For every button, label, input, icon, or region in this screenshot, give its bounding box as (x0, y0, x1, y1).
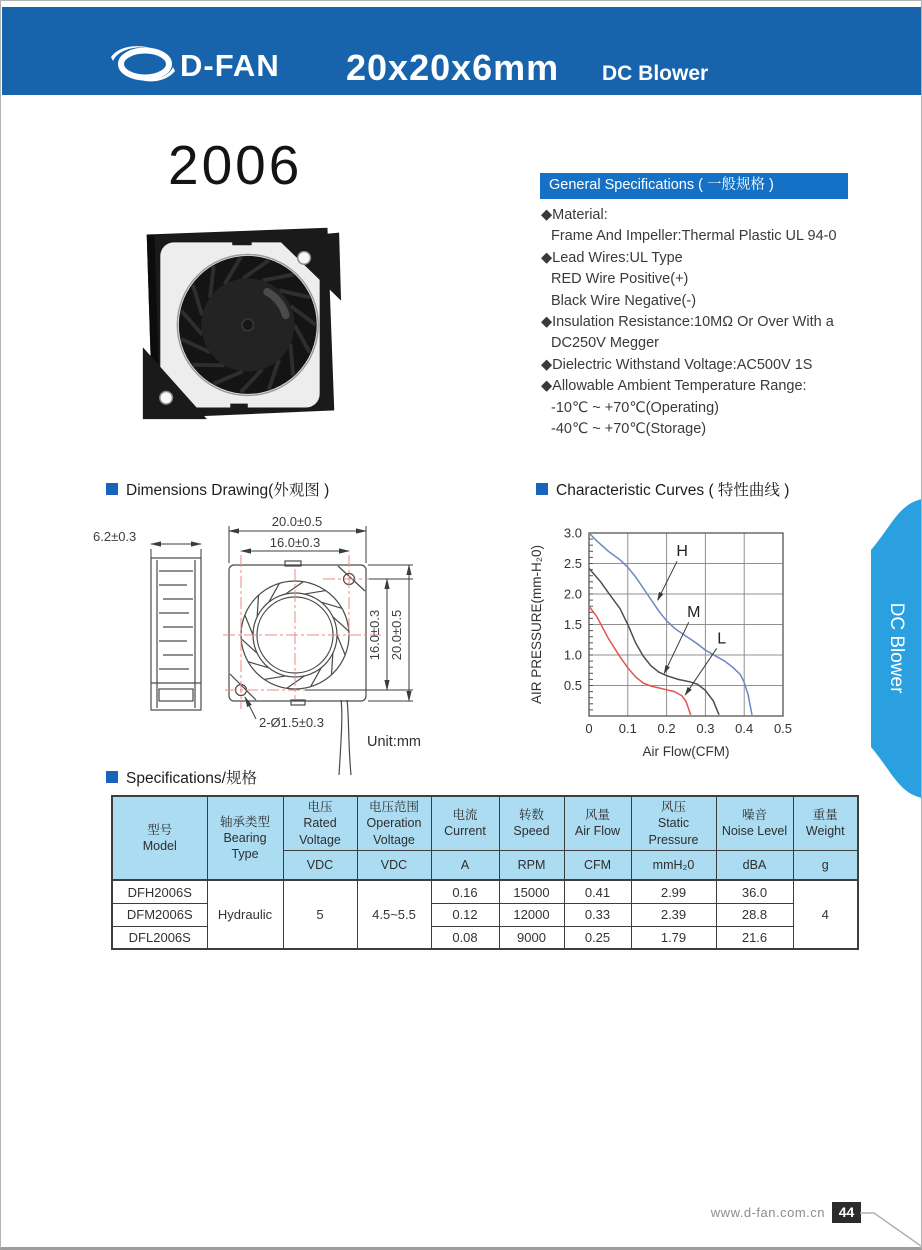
spec-line: -40℃ ~ +70℃(Storage) (551, 421, 707, 438)
unit-cfm: CFM (564, 850, 631, 880)
footer-website: www.d-fan.com.cn (710, 1205, 825, 1220)
dim-hole-width: 16.0±0.3 (269, 535, 321, 550)
spec-line: ◆Dielectric Withstand Voltage:AC500V 1S (541, 356, 813, 373)
unit-mmh2o: mmH₂0 (631, 850, 716, 880)
spec-line: RED Wire Positive(+) (551, 271, 689, 288)
svg-text:1.0: 1.0 (563, 647, 582, 663)
spec-line: -10℃ ~ +70℃(Operating) (551, 399, 719, 416)
header-en: Operation Voltage (366, 816, 422, 847)
section-title-dimensions (106, 478, 329, 500)
spec-line: DC250V Megger (551, 335, 659, 352)
dim-holes-callout: 2-Ø1.5±0.3 (259, 715, 324, 730)
cell-model: DFM2006S (112, 903, 207, 926)
cell-pressure: 1.79 (631, 926, 716, 949)
side-tab-label: DC Blower (886, 602, 907, 694)
cell-speed: 15000 (499, 880, 564, 903)
unit-rpm: RPM (499, 850, 564, 880)
svg-text:AIR PRESSURE(mm-H₂0): AIR PRESSURE(mm-H₂0) (529, 544, 544, 705)
section-title-label: Dimensions Drawing(外观图 ) (126, 482, 330, 499)
unit-a: A (431, 850, 499, 880)
header-cn: 重量 (812, 808, 838, 823)
spec-line: ◆Lead Wires:UL Type (541, 249, 683, 266)
col-header-noise (716, 796, 793, 850)
unit-dba: dBA (716, 850, 793, 880)
cell-bearing: Hydraulic (207, 880, 283, 949)
header-cn: 型号 (147, 822, 173, 837)
cell-weight: 4 (793, 880, 858, 949)
general-specs-header: General Specifications ( 一般规格 ) (540, 173, 848, 199)
svg-text:L: L (717, 630, 727, 648)
cell-current: 0.12 (431, 903, 499, 926)
col-header-bearing (207, 796, 283, 880)
cell-noise: 36.0 (716, 880, 793, 903)
unit-g: g (793, 850, 858, 880)
header-en: Rated Voltage (299, 816, 341, 847)
svg-text:0.2: 0.2 (657, 721, 676, 736)
spec-line: Frame And Impeller:Thermal Plastic UL 94-0 (551, 228, 837, 245)
cell-current: 0.16 (431, 880, 499, 903)
svg-text:M: M (687, 604, 701, 622)
fan-size-title: 20x20x6mm (346, 47, 560, 88)
svg-text:2.5: 2.5 (563, 556, 582, 571)
cell-airflow: 0.41 (564, 880, 631, 903)
cell-rated-voltage: 5 (283, 880, 357, 949)
header-cn: 风压 (660, 800, 686, 814)
col-header-speed (499, 796, 564, 850)
header-en: Weight (805, 824, 845, 839)
svg-text:0.5: 0.5 (773, 721, 793, 736)
section-title-curves (536, 478, 789, 500)
col-header-pressure (631, 796, 716, 850)
dim-side-width: 6.2±0.3 (93, 529, 137, 544)
cell-operation-voltage: 4.5~5.5 (357, 880, 431, 949)
specs-table-grid (111, 795, 859, 950)
dimensions-drawing (91, 513, 451, 793)
footer-corner-line (860, 1204, 922, 1249)
general-specs-list (541, 205, 871, 440)
svg-text:Air Flow(CFM): Air Flow(CFM) (642, 744, 730, 759)
header-en: Air Flow (574, 824, 621, 839)
table-row (112, 880, 858, 903)
svg-text:0: 0 (585, 721, 593, 736)
spec-line: ◆Allowable Ambient Temperature Range: (541, 378, 807, 395)
dim-outer-width: 20.0±0.5 (271, 514, 323, 529)
cell-noise: 28.8 (716, 903, 793, 926)
section-title-label: Specifications/规格 (126, 770, 257, 787)
unit-vdc: VDC (357, 850, 431, 880)
product-type-title: DC Blower (602, 62, 709, 85)
svg-text:0.4: 0.4 (735, 721, 754, 736)
header-cn: 噪音 (741, 808, 767, 823)
cell-model: DFH2006S (112, 880, 207, 903)
svg-text:H: H (676, 543, 688, 561)
col-header-model (112, 796, 207, 880)
dim-hole-height: 16.0±0.3 (367, 609, 382, 661)
header-cn: 电流 (452, 808, 478, 823)
cell-airflow: 0.33 (564, 903, 631, 926)
cell-model: DFL2006S (112, 926, 207, 949)
dfan-logo-icon (109, 43, 177, 83)
drawing-unit-label: Unit:mm (367, 734, 421, 750)
spec-line: ◆Material: (541, 207, 608, 223)
header-en: Noise Level (721, 824, 788, 839)
header-cn: 风量 (584, 808, 610, 823)
cell-noise: 21.6 (716, 926, 793, 949)
product-photo (137, 219, 343, 425)
svg-text:1.5: 1.5 (563, 617, 582, 632)
header-cn: 转数 (518, 808, 544, 823)
header-cn: 电压 (307, 800, 333, 814)
blue-square-bullet-icon (106, 483, 118, 495)
header-en: Speed (513, 824, 550, 839)
svg-text:2.0: 2.0 (563, 586, 582, 602)
col-header-weight (793, 796, 858, 850)
header-en: Model (142, 839, 177, 854)
spec-line: Black Wire Negative(-) (551, 292, 697, 309)
svg-text:0.5: 0.5 (563, 678, 582, 693)
cell-pressure: 2.39 (631, 903, 716, 926)
unit-vdc: VDC (283, 850, 357, 880)
dim-outer-height: 20.0±0.5 (389, 609, 404, 661)
characteristic-curves-chart (526, 513, 826, 775)
svg-text:0.1: 0.1 (618, 721, 637, 736)
header-en: Bearing Type (223, 831, 267, 862)
svg-text:0.3: 0.3 (696, 721, 715, 736)
cell-pressure: 2.99 (631, 880, 716, 903)
col-header-operation-voltage (357, 796, 431, 850)
header-en: Static Pressure (648, 816, 699, 847)
cell-speed: 12000 (499, 903, 564, 926)
table-header-row (112, 796, 858, 850)
blue-square-bullet-icon (536, 483, 548, 495)
col-header-current (431, 796, 499, 850)
cell-speed: 9000 (499, 926, 564, 949)
model-title: 2006 (168, 134, 303, 196)
header-en: Current (444, 824, 486, 839)
svg-text:3.0: 3.0 (563, 525, 582, 541)
header-band (2, 7, 921, 95)
header-cn: 轴承类型 (219, 814, 270, 829)
cell-airflow: 0.25 (564, 926, 631, 949)
specs-table (111, 795, 859, 950)
header-cn: 电压范围 (368, 800, 419, 814)
page-number-badge: 44 (832, 1202, 861, 1223)
brand-text: D-FAN (180, 48, 280, 83)
side-tab-dc-blower (863, 496, 922, 801)
col-header-airflow (564, 796, 631, 850)
spec-line: ◆Insulation Resistance:10MΩ Or Over With a (541, 314, 834, 331)
section-title-label: Characteristic Curves ( 特性曲线 ) (556, 482, 790, 499)
col-header-rated-voltage (283, 796, 357, 850)
cell-current: 0.08 (431, 926, 499, 949)
